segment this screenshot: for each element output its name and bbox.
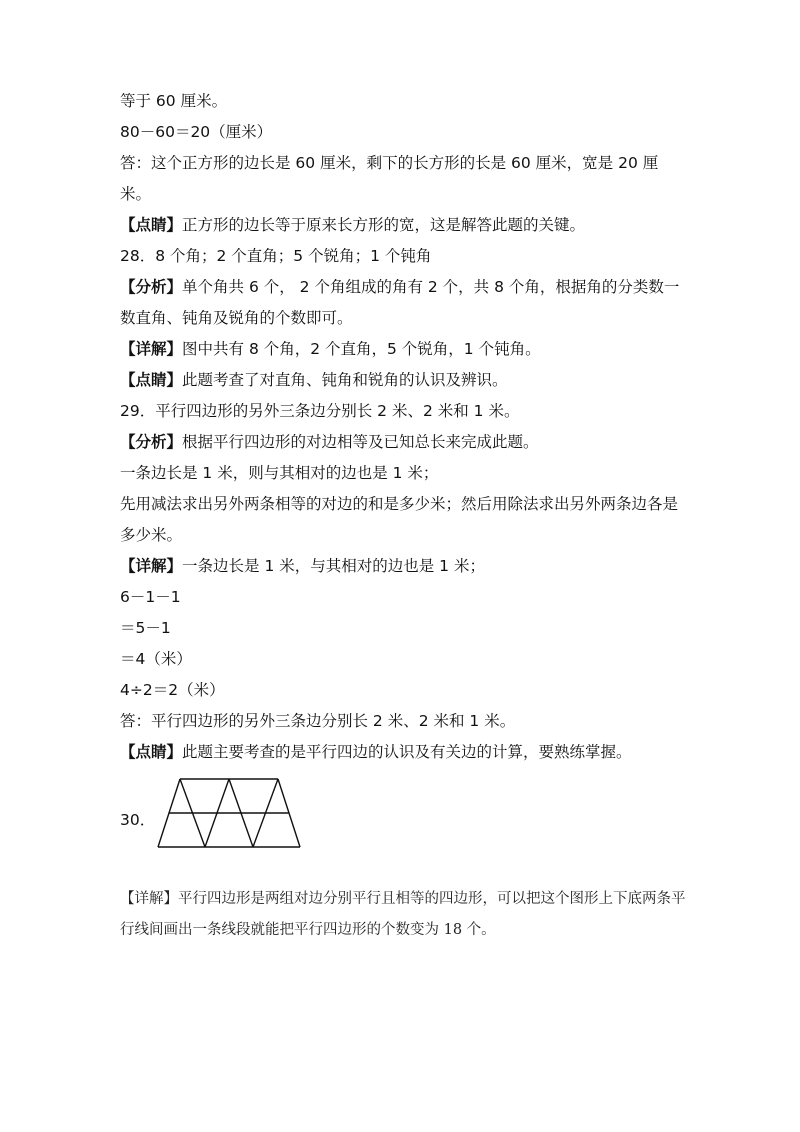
analysis-tag: 【分析】 xyxy=(120,433,183,451)
q30-label: 30． xyxy=(120,811,156,829)
tip-text: 正方形的边长等于原来长方形的宽，这是解答此题的关键。 xyxy=(182,216,586,234)
q29-analysis xyxy=(120,427,690,458)
tip-text: 此题主要考查的是平行四边的认识及有关边的计算，要熟练掌握。 xyxy=(182,743,632,761)
answer-line: 答：这个正方形的边长是 60 厘米，剩下的长方形的长是 60 厘米，宽是 20 厘 xyxy=(120,154,659,172)
q29-line1: 一条边长是 1 米，则与其相对的边也是 1 米； xyxy=(120,464,439,482)
q28-tip xyxy=(120,365,690,396)
q29-conclusion: 答：平行四边形的另外三条边分别长 2 米、2 米和 1 米。 xyxy=(120,712,516,730)
tip-tag: 【点睛】 xyxy=(120,216,183,234)
q28-analysis xyxy=(120,272,690,334)
tip-paragraph xyxy=(120,210,690,241)
q28-detail xyxy=(120,334,690,365)
parallelogram-figure xyxy=(156,776,306,854)
document-page xyxy=(120,86,690,946)
detail-tag: 【详解】 xyxy=(120,557,183,575)
note-tag: 【详解】 xyxy=(120,891,178,907)
analysis-text: 根据平行四边形的对边相等及已知总长来完成此题。 xyxy=(182,433,539,451)
tip-tag: 【点睛】 xyxy=(120,743,183,761)
q29-answer: 29．平行四边形的另外三条边分别长 2 米、2 米和 1 米。 xyxy=(120,402,520,420)
calc-line: 6－1－1 xyxy=(120,588,181,606)
answer-line-cont: 米。 xyxy=(120,185,152,203)
calc-line: 4÷2＝2（米） xyxy=(120,681,225,699)
tip-text: 此题考查了对直角、钝角和锐角的认识及辨识。 xyxy=(182,371,508,389)
calc-line: 80－60＝20（厘米） xyxy=(120,123,273,141)
text-line: 等于 60 厘米。 xyxy=(120,92,228,110)
q28-answer: 28．8 个角；2 个直角；5 个锐角；1 个钝角 xyxy=(120,247,432,265)
calc-line: ＝5－1 xyxy=(120,619,171,637)
detail-text: 一条边长是 1 米，与其相对的边也是 1 米； xyxy=(182,557,485,575)
q29-line2: 先用减法求出另外两条相等的对边的和是多少米；然后用除法求出另外两条边各是多少米。 xyxy=(120,495,679,544)
q29-tip xyxy=(120,737,690,768)
q29-detail xyxy=(120,551,690,582)
detail-text: 图中共有 8 个角，2 个直角，5 个锐角，1 个钝角。 xyxy=(182,340,541,358)
q30-note xyxy=(120,884,690,946)
detail-tag: 【详解】 xyxy=(120,340,183,358)
note-text: 平行四边形是两组对边分别平行且相等的四边形，可以把这个图形上下底两条平行线间画出一条线段就能把平行四边形的个数变为 18 个。 xyxy=(120,891,686,938)
analysis-text: 单个角共 6 个， 2 个角组成的角有 2 个，共 8 个角，根据角的分类数一数直角、钝角及锐角的个数即可。 xyxy=(120,278,680,327)
q30-row xyxy=(120,776,690,860)
analysis-tag: 【分析】 xyxy=(120,278,183,296)
calc-line: ＝4（米） xyxy=(120,650,192,668)
tip-tag: 【点睛】 xyxy=(120,371,183,389)
